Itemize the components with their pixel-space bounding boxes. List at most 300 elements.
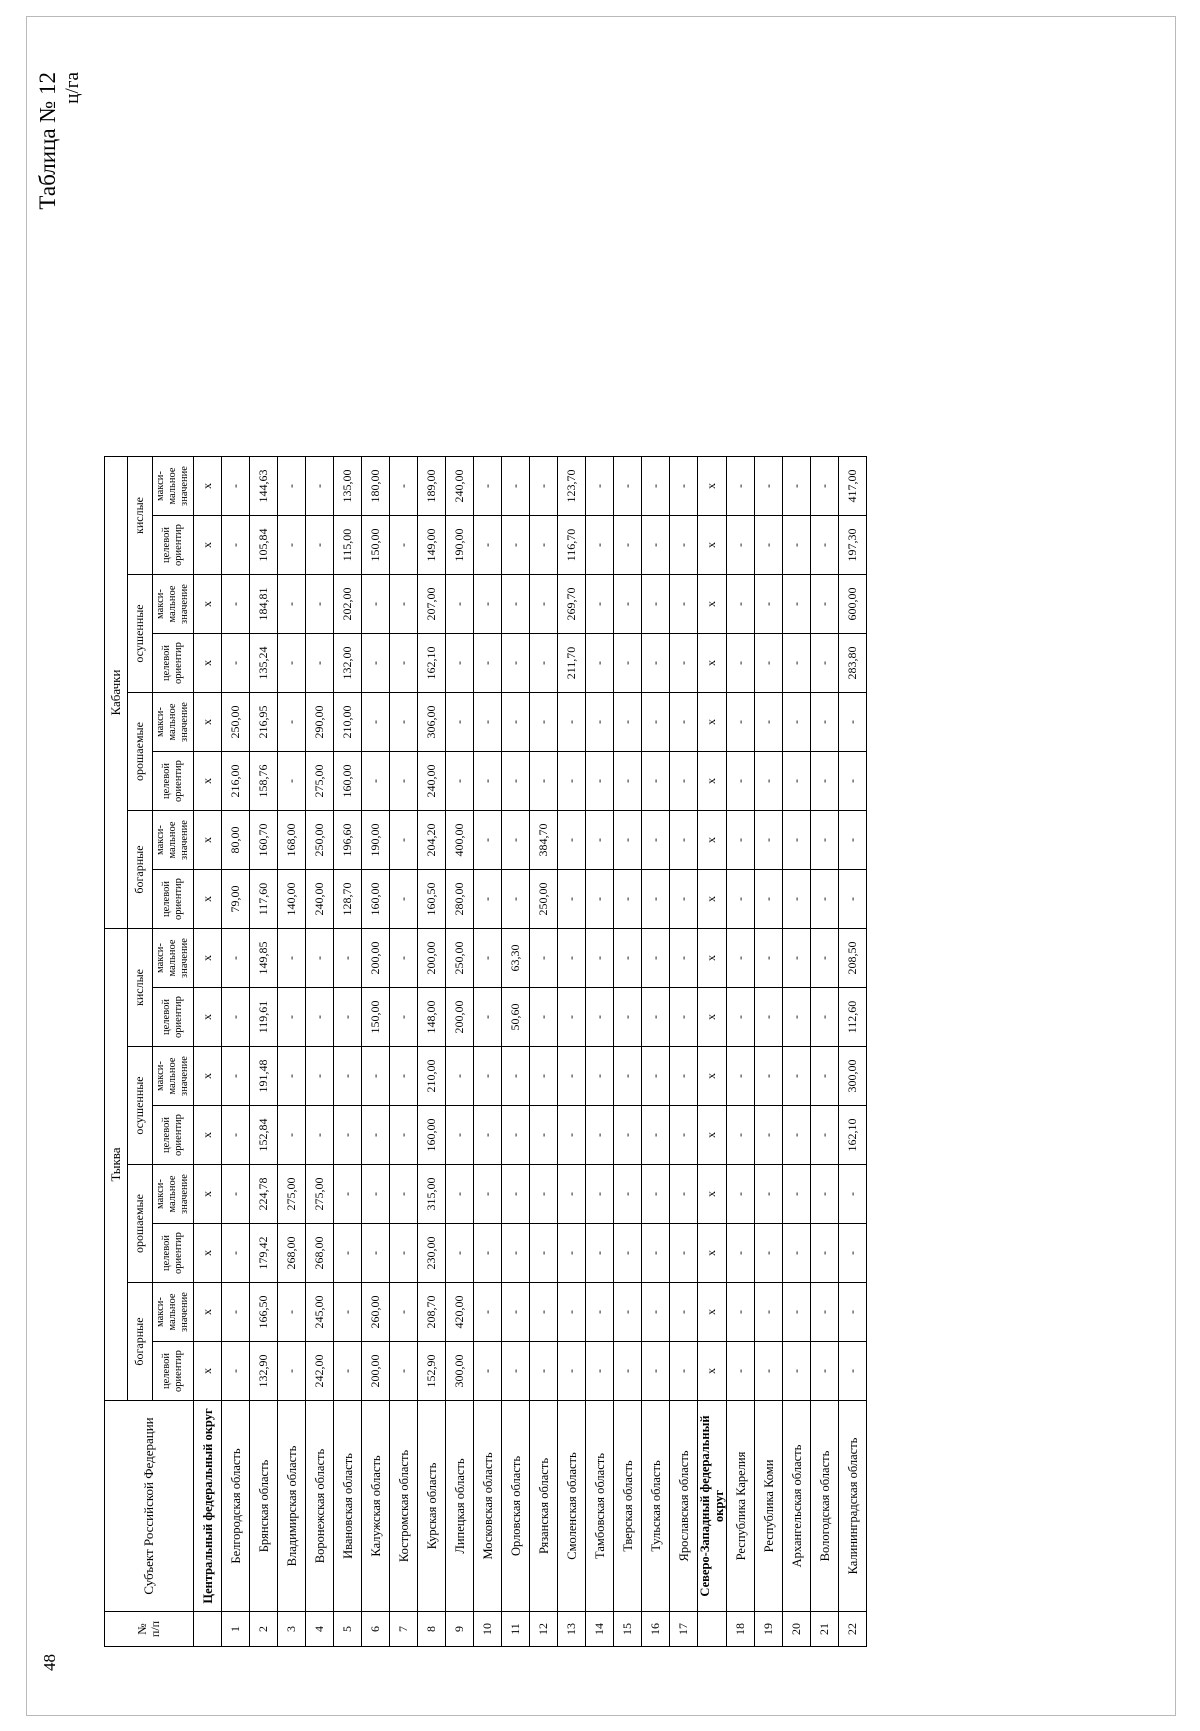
row-value: - xyxy=(727,752,755,811)
row-value: - xyxy=(839,693,867,752)
row-value: - xyxy=(755,929,783,988)
row-value: х xyxy=(698,811,727,870)
measure-header-max-5: макси-мальное значение xyxy=(153,811,194,870)
row-value: - xyxy=(222,988,250,1047)
row-value: - xyxy=(783,516,811,575)
row-value: - xyxy=(390,516,418,575)
row-value: 63,30 xyxy=(502,929,530,988)
row-value: 208,70 xyxy=(418,1283,446,1342)
row-number: 19 xyxy=(755,1612,783,1647)
row-value: - xyxy=(727,457,755,516)
table-row xyxy=(614,457,642,1647)
row-value: 202,00 xyxy=(334,575,362,634)
row-value: - xyxy=(642,752,670,811)
row-number: 14 xyxy=(586,1612,614,1647)
row-value: - xyxy=(783,1283,811,1342)
row-value: - xyxy=(530,1165,558,1224)
row-value: х xyxy=(194,516,222,575)
row-value: - xyxy=(755,1047,783,1106)
row-number: 3 xyxy=(278,1612,306,1647)
row-value: 115,00 xyxy=(334,516,362,575)
row-value: х xyxy=(194,1106,222,1165)
row-value: - xyxy=(222,1047,250,1106)
row-value: х xyxy=(698,870,727,929)
row-value: 240,00 xyxy=(418,752,446,811)
row-value: - xyxy=(278,575,306,634)
row-value: 283,80 xyxy=(839,634,867,693)
row-value: х xyxy=(194,1165,222,1224)
row-value: х xyxy=(194,870,222,929)
row-value: - xyxy=(334,1047,362,1106)
row-number: 13 xyxy=(558,1612,586,1647)
row-value: - xyxy=(390,811,418,870)
measure-header-target-5: целевой ориентир xyxy=(153,870,194,929)
row-value: 150,00 xyxy=(362,988,390,1047)
row-value: - xyxy=(390,575,418,634)
row-value: - xyxy=(362,693,390,752)
row-value: 200,00 xyxy=(418,929,446,988)
row-value: - xyxy=(586,575,614,634)
row-value: - xyxy=(670,1106,698,1165)
row-value: 152,84 xyxy=(250,1106,278,1165)
row-value: х xyxy=(194,693,222,752)
row-value: 216,95 xyxy=(250,693,278,752)
row-value: - xyxy=(783,988,811,1047)
row-value: - xyxy=(222,1224,250,1283)
row-value: - xyxy=(783,811,811,870)
row-value: - xyxy=(278,988,306,1047)
row-value: - xyxy=(670,634,698,693)
row-value: - xyxy=(278,693,306,752)
row-subject-name: Республика Коми xyxy=(755,1401,783,1612)
row-value: - xyxy=(811,811,839,870)
row-value: 260,00 xyxy=(362,1283,390,1342)
row-value: 132,90 xyxy=(250,1342,278,1401)
table-row xyxy=(642,457,670,1647)
row-value: - xyxy=(586,929,614,988)
row-value: - xyxy=(755,457,783,516)
row-value: - xyxy=(306,929,334,988)
measure-header-target-8: целевой ориентир xyxy=(153,516,194,575)
row-value: - xyxy=(783,1047,811,1106)
row-subject-name: Тамбовская область xyxy=(586,1401,614,1612)
row-value: - xyxy=(278,1283,306,1342)
row-value: 117,60 xyxy=(250,870,278,929)
col-header-number-line2: п/п xyxy=(148,1620,162,1638)
row-value: - xyxy=(642,1342,670,1401)
row-value: - xyxy=(642,1106,670,1165)
row-value: - xyxy=(670,1165,698,1224)
row-value: - xyxy=(390,693,418,752)
row-value: 200,00 xyxy=(362,1342,390,1401)
measure-header-target-7: целевой ориентир xyxy=(153,634,194,693)
row-value: - xyxy=(446,575,474,634)
row-value: 210,00 xyxy=(418,1047,446,1106)
row-value: 600,00 xyxy=(839,575,867,634)
row-number: 5 xyxy=(334,1612,362,1647)
row-value: - xyxy=(502,634,530,693)
row-value: - xyxy=(530,1283,558,1342)
row-value: 190,00 xyxy=(446,516,474,575)
row-value: - xyxy=(586,693,614,752)
row-value: - xyxy=(670,693,698,752)
row-value: 300,00 xyxy=(839,1047,867,1106)
row-value: - xyxy=(530,1106,558,1165)
row-value: 250,00 xyxy=(446,929,474,988)
row-value: - xyxy=(362,1224,390,1283)
row-value: - xyxy=(839,811,867,870)
row-value: - xyxy=(390,752,418,811)
table-row xyxy=(250,457,278,1647)
measure-header-max-7: макси-мальное значение xyxy=(153,575,194,634)
group-header-zucchini: Кабачки xyxy=(105,457,128,929)
row-value: - xyxy=(306,1047,334,1106)
row-value: - xyxy=(586,1224,614,1283)
row-value: - xyxy=(811,1106,839,1165)
row-value: - xyxy=(642,1165,670,1224)
row-value: - xyxy=(755,693,783,752)
row-value: 417,00 xyxy=(839,457,867,516)
row-value: 189,00 xyxy=(418,457,446,516)
table-row xyxy=(558,457,586,1647)
row-value: - xyxy=(558,1165,586,1224)
row-value: х xyxy=(698,693,727,752)
table-row xyxy=(334,457,362,1647)
row-value: - xyxy=(334,1283,362,1342)
row-value: - xyxy=(670,1283,698,1342)
row-subject-name: Тульская область xyxy=(642,1401,670,1612)
row-value: - xyxy=(670,1342,698,1401)
row-subject-name: Калужская область xyxy=(362,1401,390,1612)
row-value: - xyxy=(727,1224,755,1283)
row-value: - xyxy=(755,988,783,1047)
row-value: 149,85 xyxy=(250,929,278,988)
row-value: 162,10 xyxy=(839,1106,867,1165)
measure-header-target-6: целевой ориентир xyxy=(153,752,194,811)
row-value: 275,00 xyxy=(278,1165,306,1224)
row-value: 140,00 xyxy=(278,870,306,929)
row-value: - xyxy=(390,988,418,1047)
row-subject-name: Владимирская область xyxy=(278,1401,306,1612)
row-value: - xyxy=(783,1165,811,1224)
row-value: - xyxy=(362,752,390,811)
row-value: - xyxy=(362,1047,390,1106)
row-value: х xyxy=(698,988,727,1047)
row-value: 160,00 xyxy=(334,752,362,811)
row-value: - xyxy=(558,1047,586,1106)
row-subject-name: Ярославская область xyxy=(670,1401,698,1612)
table-row xyxy=(502,457,530,1647)
row-value: - xyxy=(614,1047,642,1106)
row-value: - xyxy=(727,634,755,693)
row-value: - xyxy=(222,634,250,693)
row-value: - xyxy=(755,1342,783,1401)
row-value: 119,61 xyxy=(250,988,278,1047)
row-value: - xyxy=(474,811,502,870)
row-value: х xyxy=(194,1283,222,1342)
row-value: - xyxy=(727,1165,755,1224)
row-subject-name: Воронежская область xyxy=(306,1401,334,1612)
row-subject-name: Смоленская область xyxy=(558,1401,586,1612)
row-value: - xyxy=(334,1224,362,1283)
row-value: - xyxy=(586,516,614,575)
row-number: 2 xyxy=(250,1612,278,1647)
row-value: - xyxy=(362,575,390,634)
row-value: х xyxy=(194,1342,222,1401)
row-value: х xyxy=(194,1047,222,1106)
kind-header-pumpkin-osushennye: осушенные xyxy=(128,1047,153,1165)
row-value: - xyxy=(390,929,418,988)
row-value: х xyxy=(194,752,222,811)
row-value: х xyxy=(194,1224,222,1283)
table-row xyxy=(811,457,839,1647)
row-value: - xyxy=(502,1342,530,1401)
row-value: - xyxy=(670,870,698,929)
row-number: 11 xyxy=(502,1612,530,1647)
row-value: - xyxy=(614,1283,642,1342)
row-value: - xyxy=(642,575,670,634)
row-value: х xyxy=(698,1165,727,1224)
row-value: - xyxy=(727,575,755,634)
row-value: 80,00 xyxy=(222,811,250,870)
row-value: 135,24 xyxy=(250,634,278,693)
row-value: - xyxy=(642,870,670,929)
row-value: - xyxy=(670,811,698,870)
row-value: - xyxy=(306,634,334,693)
row-value: - xyxy=(727,811,755,870)
row-subject-name: Липецкая область xyxy=(446,1401,474,1612)
row-value: 420,00 xyxy=(446,1283,474,1342)
table-row xyxy=(390,457,418,1647)
row-subject-name: Курская область xyxy=(418,1401,446,1612)
row-value: - xyxy=(783,870,811,929)
row-value: х xyxy=(194,634,222,693)
row-value: - xyxy=(642,988,670,1047)
row-value: - xyxy=(474,988,502,1047)
row-number: 16 xyxy=(642,1612,670,1647)
row-value: - xyxy=(586,1342,614,1401)
row-value: - xyxy=(278,457,306,516)
row-value: 197,30 xyxy=(839,516,867,575)
row-value: - xyxy=(306,1106,334,1165)
row-value: х xyxy=(194,457,222,516)
row-value: - xyxy=(642,1047,670,1106)
row-value: - xyxy=(530,634,558,693)
row-value: - xyxy=(614,811,642,870)
row-value: - xyxy=(530,988,558,1047)
row-number: 1 xyxy=(222,1612,250,1647)
row-value: - xyxy=(474,929,502,988)
table-row xyxy=(222,457,250,1647)
row-value: 230,00 xyxy=(418,1224,446,1283)
row-subject-name: Орловская область xyxy=(502,1401,530,1612)
row-value: 190,00 xyxy=(362,811,390,870)
row-number: 8 xyxy=(418,1612,446,1647)
row-value: - xyxy=(502,1047,530,1106)
row-value: - xyxy=(474,457,502,516)
row-number xyxy=(194,1612,222,1647)
row-value: - xyxy=(558,1106,586,1165)
row-value: - xyxy=(642,1283,670,1342)
row-value: - xyxy=(614,1342,642,1401)
row-value: - xyxy=(390,1047,418,1106)
row-value: 211,70 xyxy=(558,634,586,693)
row-value: - xyxy=(642,811,670,870)
row-number xyxy=(698,1612,727,1647)
row-value: - xyxy=(558,752,586,811)
row-number: 21 xyxy=(811,1612,839,1647)
row-value: - xyxy=(727,929,755,988)
row-value: - xyxy=(474,693,502,752)
row-value: 50,60 xyxy=(502,988,530,1047)
row-value: - xyxy=(755,1106,783,1165)
row-value: - xyxy=(502,870,530,929)
row-value: - xyxy=(811,693,839,752)
measure-header-max-1: макси-мальное значение xyxy=(153,1283,194,1342)
row-value: 112,60 xyxy=(839,988,867,1047)
row-subject-name: Вологодская область xyxy=(811,1401,839,1612)
row-value: - xyxy=(614,516,642,575)
table-row xyxy=(446,457,474,1647)
row-subject-name: Брянская область xyxy=(250,1401,278,1612)
table-row xyxy=(530,457,558,1647)
row-value: 149,00 xyxy=(418,516,446,575)
row-value: - xyxy=(222,1283,250,1342)
row-value: - xyxy=(222,516,250,575)
table-body xyxy=(194,457,867,1647)
row-value: 135,00 xyxy=(334,457,362,516)
row-value: - xyxy=(446,1106,474,1165)
row-value: - xyxy=(474,870,502,929)
row-value: 210,00 xyxy=(334,693,362,752)
measure-header-max-4: макси-мальное значение xyxy=(153,929,194,988)
row-value: 207,00 xyxy=(418,575,446,634)
row-value: - xyxy=(558,811,586,870)
row-value: - xyxy=(755,1165,783,1224)
row-number: 6 xyxy=(362,1612,390,1647)
row-value: х xyxy=(194,988,222,1047)
row-value: - xyxy=(362,1106,390,1165)
col-header-subject: Субъект Российской Федерации xyxy=(105,1401,194,1612)
row-value: - xyxy=(755,752,783,811)
row-value: - xyxy=(558,693,586,752)
row-value: - xyxy=(502,516,530,575)
row-value: 152,90 xyxy=(418,1342,446,1401)
row-value: - xyxy=(614,1106,642,1165)
measure-header-max-3: макси-мальное значение xyxy=(153,1047,194,1106)
row-value: - xyxy=(642,929,670,988)
row-value: - xyxy=(811,575,839,634)
row-value: - xyxy=(811,1342,839,1401)
row-value: - xyxy=(278,1342,306,1401)
row-value: - xyxy=(811,929,839,988)
row-value: - xyxy=(755,516,783,575)
row-value: - xyxy=(530,516,558,575)
row-value: 224,78 xyxy=(250,1165,278,1224)
row-value: х xyxy=(698,575,727,634)
row-value: - xyxy=(558,1283,586,1342)
row-value: - xyxy=(614,988,642,1047)
row-value: - xyxy=(670,1224,698,1283)
row-value: - xyxy=(558,988,586,1047)
row-value: - xyxy=(278,516,306,575)
row-value: - xyxy=(783,693,811,752)
row-value: 132,00 xyxy=(334,634,362,693)
row-value: 300,00 xyxy=(446,1342,474,1401)
row-value: 150,00 xyxy=(362,516,390,575)
row-value: - xyxy=(839,1283,867,1342)
row-value: - xyxy=(755,811,783,870)
row-value: - xyxy=(530,1224,558,1283)
row-value: - xyxy=(446,1165,474,1224)
measure-header-max-2: макси-мальное значение xyxy=(153,1165,194,1224)
row-number: 10 xyxy=(474,1612,502,1647)
kind-header-zucchini-oroshaemye: орошаемые xyxy=(128,693,153,811)
row-value: - xyxy=(614,575,642,634)
row-value: 240,00 xyxy=(306,870,334,929)
row-value: - xyxy=(334,1106,362,1165)
row-value: - xyxy=(811,752,839,811)
row-value: - xyxy=(474,752,502,811)
row-value: - xyxy=(811,988,839,1047)
row-value: - xyxy=(642,457,670,516)
row-subject-name: Архангельская область xyxy=(783,1401,811,1612)
row-value: - xyxy=(558,1224,586,1283)
kind-header-zucchini-osushennye: осушенные xyxy=(128,575,153,693)
row-value: 384,70 xyxy=(530,811,558,870)
row-value: - xyxy=(502,575,530,634)
row-value: 240,00 xyxy=(446,457,474,516)
row-value: - xyxy=(670,752,698,811)
row-value: 200,00 xyxy=(362,929,390,988)
row-value: - xyxy=(530,575,558,634)
row-value: - xyxy=(670,1047,698,1106)
row-value: - xyxy=(530,1047,558,1106)
row-value: 191,48 xyxy=(250,1047,278,1106)
table-row xyxy=(278,457,306,1647)
row-value: 242,00 xyxy=(306,1342,334,1401)
row-value: - xyxy=(390,634,418,693)
row-value: 208,50 xyxy=(839,929,867,988)
row-value: - xyxy=(839,870,867,929)
row-value: - xyxy=(642,634,670,693)
row-subject-name: Рязанская область xyxy=(530,1401,558,1612)
row-value: - xyxy=(278,752,306,811)
row-value: - xyxy=(586,870,614,929)
row-value: - xyxy=(670,516,698,575)
row-value: 268,00 xyxy=(278,1224,306,1283)
row-value: - xyxy=(670,457,698,516)
row-value: - xyxy=(558,870,586,929)
row-value: - xyxy=(558,1342,586,1401)
row-value: х xyxy=(194,811,222,870)
row-value: х xyxy=(698,1283,727,1342)
page-number: 48 xyxy=(40,1654,59,1671)
row-value: 196,60 xyxy=(334,811,362,870)
row-value: - xyxy=(474,1106,502,1165)
measure-header-target-3: целевой ориентир xyxy=(153,1106,194,1165)
row-value: - xyxy=(474,1342,502,1401)
row-value: х xyxy=(194,929,222,988)
row-value: 116,70 xyxy=(558,516,586,575)
row-value: 123,70 xyxy=(558,457,586,516)
row-value: - xyxy=(586,811,614,870)
row-value: 250,00 xyxy=(222,693,250,752)
row-value: х xyxy=(698,1047,727,1106)
row-value: - xyxy=(474,575,502,634)
row-value: 79,00 xyxy=(222,870,250,929)
row-value: - xyxy=(586,457,614,516)
